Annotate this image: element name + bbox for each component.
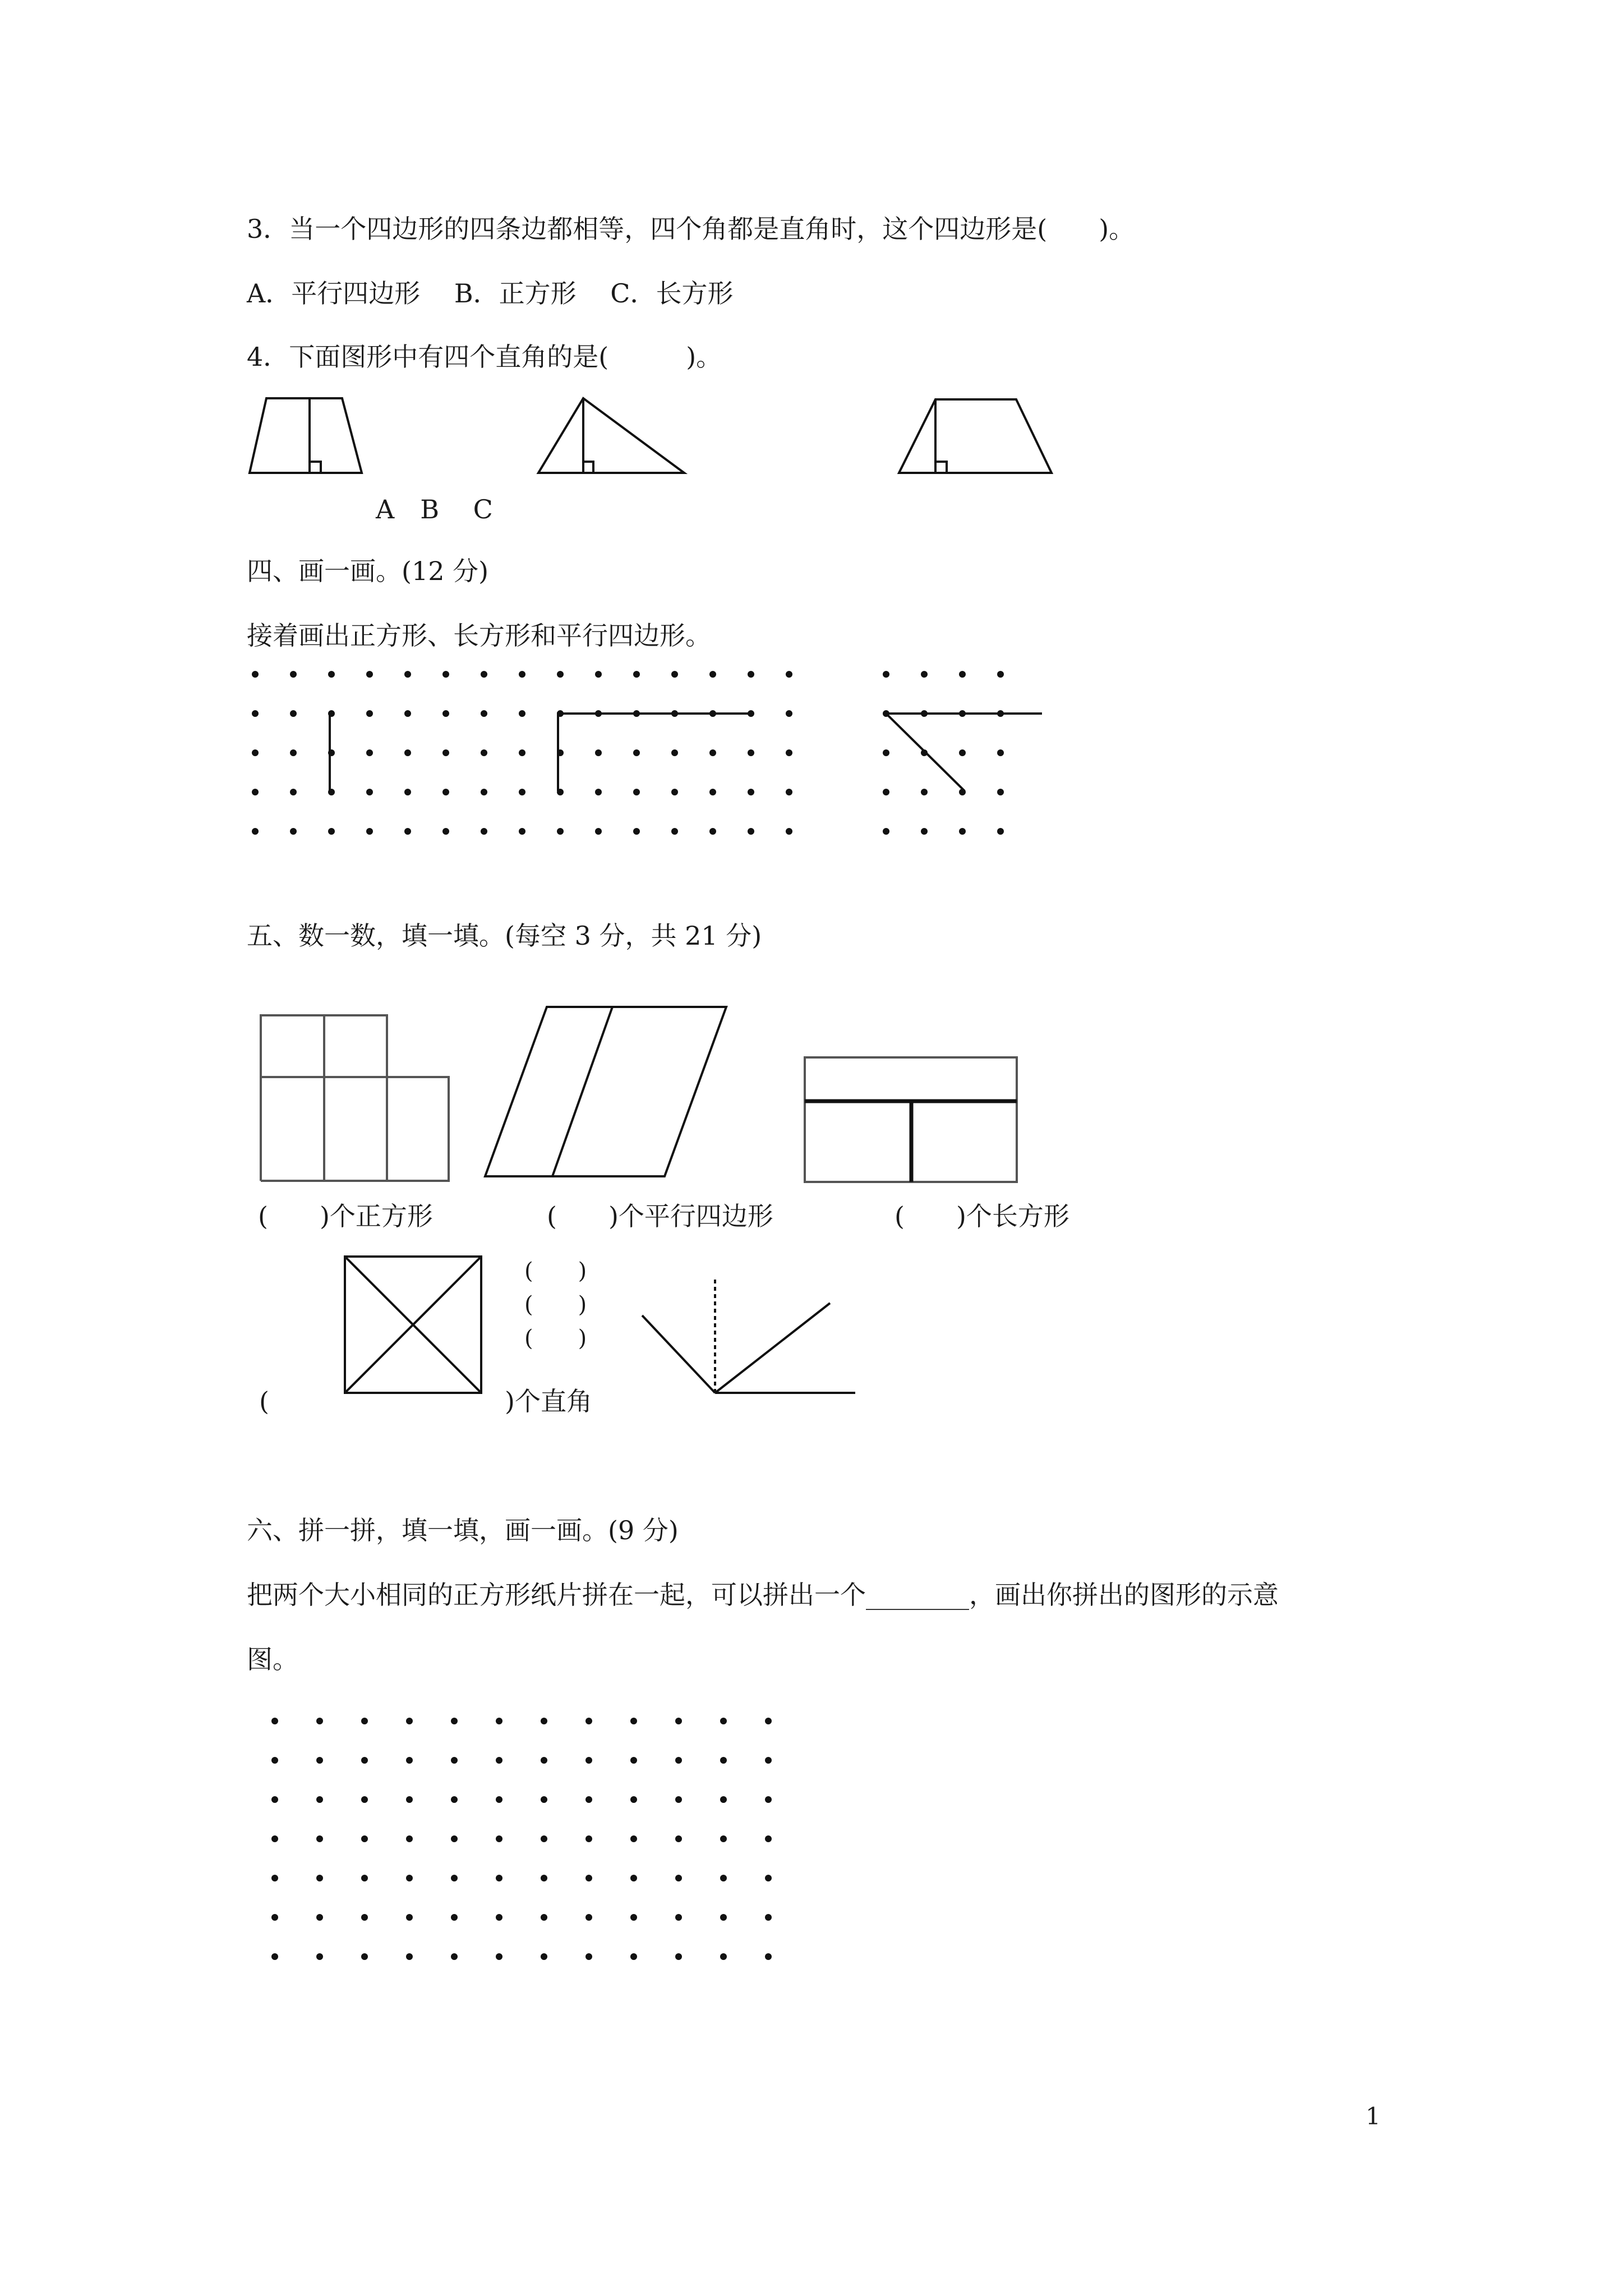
grid-dot: [271, 1796, 278, 1803]
square-diagonals-figure: [345, 1257, 481, 1393]
grid-dot: [290, 749, 297, 756]
grid-dot: [675, 1875, 682, 1881]
dot-grids: [252, 671, 1004, 1960]
grid-dot: [720, 1875, 727, 1881]
grid-dot: [451, 1757, 458, 1764]
grid-dot: [630, 1953, 637, 1960]
grid-dot: [585, 1835, 592, 1842]
grid-dot: [519, 828, 525, 835]
q4-figure-b: [538, 398, 684, 473]
grid-dot: [451, 1953, 458, 1960]
grid-dot: [366, 789, 373, 795]
grid-dot: [630, 1796, 637, 1803]
grid-dot: [290, 710, 297, 717]
grid-dot: [959, 671, 966, 678]
grid-dot: [316, 1796, 323, 1803]
grid-dot: [442, 671, 449, 678]
grid-dot: [585, 1914, 592, 1921]
grid-dot: [406, 1914, 413, 1921]
grid-dot: [595, 671, 602, 678]
grid-dot: [496, 1718, 502, 1724]
grid-dot: [997, 789, 1004, 795]
grid-dot: [921, 749, 928, 756]
grid-dot: [630, 1835, 637, 1842]
grid-dot: [406, 1835, 413, 1842]
grid-dot: [404, 749, 411, 756]
grid-dot: [630, 1914, 637, 1921]
grid-dot: [709, 710, 716, 717]
grid-dot: [496, 1757, 502, 1764]
grid-dot: [921, 710, 928, 717]
grid-dot: [442, 828, 449, 835]
grid-dot: [557, 749, 564, 756]
grid-dot: [451, 1718, 458, 1724]
grid-dot: [366, 710, 373, 717]
grid-dot: [765, 1796, 772, 1803]
grid-dot: [271, 1953, 278, 1960]
grid-dot: [252, 671, 259, 678]
grid-dot: [748, 671, 754, 678]
q4-figure-c: [899, 399, 1052, 473]
dot-grid-section-6: [271, 1718, 772, 1960]
grid-dot: [959, 828, 966, 835]
blank-stack-2: ( ): [524, 1292, 587, 1318]
grid-dot: [290, 671, 297, 678]
grid-dot: [442, 789, 449, 795]
grid-dot: [748, 828, 754, 835]
grid-dot: [316, 1953, 323, 1960]
grid-dot: [675, 1796, 682, 1803]
angle-figure: [642, 1276, 855, 1393]
grid-dot: [361, 1875, 368, 1881]
grid-dot: [997, 828, 1004, 835]
grid-dot: [585, 1875, 592, 1881]
blank-squares: ( )个正方形: [258, 1201, 433, 1231]
grid-dot: [481, 710, 487, 717]
grid-dot: [481, 671, 487, 678]
grid-dot: [595, 828, 602, 835]
grid-dot: [271, 1914, 278, 1921]
blank-stack-1: ( ): [524, 1258, 587, 1284]
grid-dot: [765, 1875, 772, 1881]
blank-angles-open: (: [259, 1386, 269, 1416]
grid-dot: [765, 1835, 772, 1842]
q4-stem: 4．下面图形中有四个直角的是( )。: [247, 342, 722, 372]
grid-dot: [451, 1914, 458, 1921]
grid-dot: [630, 1718, 637, 1724]
grid-dot: [541, 1875, 547, 1881]
grid-dot: [328, 710, 335, 717]
dot-grid-section-4: [252, 671, 1004, 835]
grid-dot: [316, 1875, 323, 1881]
grid-dot: [404, 789, 411, 795]
grid-dot: [675, 1718, 682, 1724]
grid-dot: [765, 1914, 772, 1921]
grid-dot: [442, 749, 449, 756]
grid-dot: [557, 671, 564, 678]
grid-dot: [595, 789, 602, 795]
grid-dot: [316, 1914, 323, 1921]
grid-dot: [541, 1718, 547, 1724]
grid-dot: [541, 1757, 547, 1764]
grid-dot: [671, 710, 678, 717]
grid-dot: [316, 1718, 323, 1724]
grid-dot: [481, 828, 487, 835]
section-4-heading: 四、画一画。(12 分): [247, 556, 489, 586]
grid-dot: [451, 1796, 458, 1803]
grid-dot: [997, 749, 1004, 756]
grid-dot: [541, 1835, 547, 1842]
grid-dot: [671, 671, 678, 678]
grid-dot: [481, 789, 487, 795]
grid-dot: [675, 1914, 682, 1921]
section-6-line-1: 把两个大小相同的正方形纸片拼在一起，可以拼出一个________，画出你拼出的图形的示意: [247, 1580, 1279, 1610]
grid-dot: [541, 1953, 547, 1960]
grid-dot: [404, 671, 411, 678]
grid-dot: [633, 671, 640, 678]
grid-dot: [630, 1875, 637, 1881]
grid-dot: [442, 710, 449, 717]
grid-dot: [406, 1875, 413, 1881]
grid-dot: [252, 789, 259, 795]
grid-dot: [271, 1835, 278, 1842]
grid-dot: [921, 828, 928, 835]
grid-dot: [748, 789, 754, 795]
q3-options: A．平行四边形 B．正方形 C．长方形: [247, 278, 734, 309]
grid-dot: [496, 1835, 502, 1842]
grid-dot: [366, 828, 373, 835]
grid-dot: [328, 749, 335, 756]
grid-dot: [271, 1875, 278, 1881]
started-rectangle-lines: [558, 714, 749, 791]
blank-parallelograms: ( )个平行四边形: [547, 1201, 773, 1231]
grid-dot: [361, 1796, 368, 1803]
grid-dot: [541, 1914, 547, 1921]
section-6-line-2: 图。: [247, 1644, 298, 1674]
grid-dot: [496, 1953, 502, 1960]
grid-dot: [451, 1875, 458, 1881]
grid-dot: [406, 1718, 413, 1724]
grid-dot: [720, 1796, 727, 1803]
grid-dot: [720, 1718, 727, 1724]
grid-dot: [671, 828, 678, 835]
grid-dot: [252, 828, 259, 835]
grid-dot: [252, 749, 259, 756]
grid-dot: [595, 749, 602, 756]
grid-dot: [290, 789, 297, 795]
grid-dot: [959, 749, 966, 756]
grid-dot: [519, 749, 525, 756]
grid-dot: [675, 1757, 682, 1764]
grid-dot: [366, 671, 373, 678]
grid-dot: [316, 1757, 323, 1764]
grid-dot: [361, 1914, 368, 1921]
grid-dot: [328, 789, 335, 795]
grid-dot: [709, 749, 716, 756]
grid-dot: [361, 1835, 368, 1842]
blank-rectangles: ( )个长方形: [895, 1201, 1069, 1231]
grid-dot: [406, 1757, 413, 1764]
rectangle-figure: [805, 1057, 1017, 1182]
grid-dot: [496, 1875, 502, 1881]
grid-dot: [252, 710, 259, 717]
grid-dot: [496, 1796, 502, 1803]
grid-dot: [451, 1835, 458, 1842]
grid-dot: [366, 749, 373, 756]
grid-dot: [406, 1953, 413, 1960]
grid-dot: [557, 710, 564, 717]
blank-angles-close: )个直角: [505, 1386, 592, 1416]
section-5-heading: 五、数一数，填一填。(每空 3 分，共 21 分): [247, 921, 762, 951]
grid-dot: [786, 828, 792, 835]
grid-dot: [519, 789, 525, 795]
parallelogram-figure: [485, 1007, 726, 1176]
grid-dot: [675, 1835, 682, 1842]
grid-dot: [786, 710, 792, 717]
grid-dot: [585, 1718, 592, 1724]
grid-dot: [959, 789, 966, 795]
page-number: 1: [1366, 2102, 1381, 2130]
grid-dot: [519, 671, 525, 678]
square-grid-figure: [261, 1015, 449, 1181]
section-6-heading: 六、拼一拼，填一填，画一画。(9 分): [247, 1515, 679, 1545]
grid-dot: [585, 1953, 592, 1960]
grid-dot: [765, 1757, 772, 1764]
grid-dot: [541, 1796, 547, 1803]
grid-dot: [883, 828, 889, 835]
grid-dot: [290, 828, 297, 835]
grid-dot: [786, 749, 792, 756]
q4-option-labels: A B C: [376, 494, 493, 524]
grid-dot: [481, 749, 487, 756]
grid-dot: [633, 710, 640, 717]
grid-dot: [361, 1953, 368, 1960]
grid-dot: [328, 828, 335, 835]
grid-dot: [720, 1953, 727, 1960]
grid-dot: [496, 1914, 502, 1921]
grid-dot: [630, 1757, 637, 1764]
grid-dot: [720, 1914, 727, 1921]
grid-dot: [786, 789, 792, 795]
grid-dot: [557, 828, 564, 835]
grid-dot: [997, 710, 1004, 717]
grid-dot: [316, 1835, 323, 1842]
grid-dot: [883, 749, 889, 756]
grid-dot: [404, 710, 411, 717]
grid-dot: [959, 710, 966, 717]
grid-dot: [883, 671, 889, 678]
grid-dot: [671, 749, 678, 756]
grid-dot: [633, 789, 640, 795]
grid-dot: [271, 1757, 278, 1764]
grid-dot: [709, 828, 716, 835]
q3-stem: 3．当一个四边形的四条边都相等，四个角都是直角时，这个四边形是( )。: [247, 214, 1135, 244]
grid-dot: [361, 1718, 368, 1724]
grid-dot: [921, 671, 928, 678]
blank-stack-3: ( ): [524, 1326, 587, 1351]
grid-dot: [557, 789, 564, 795]
grid-dot: [748, 710, 754, 717]
grid-dot: [720, 1835, 727, 1842]
grid-dot: [406, 1796, 413, 1803]
grid-dot: [765, 1718, 772, 1724]
grid-dot: [997, 671, 1004, 678]
grid-dot: [709, 789, 716, 795]
grid-dot: [633, 828, 640, 835]
grid-dot: [786, 671, 792, 678]
grid-dot: [585, 1796, 592, 1803]
grid-dot: [271, 1718, 278, 1724]
grid-dot: [720, 1757, 727, 1764]
grid-dot: [883, 710, 889, 717]
grid-dot: [585, 1757, 592, 1764]
grid-dot: [709, 671, 716, 678]
grid-dot: [883, 789, 889, 795]
grid-dot: [404, 828, 411, 835]
grid-dot: [675, 1953, 682, 1960]
grid-dot: [328, 671, 335, 678]
grid-dot: [765, 1953, 772, 1960]
grid-dot: [519, 710, 525, 717]
grid-dot: [671, 789, 678, 795]
grid-dot: [921, 789, 928, 795]
grid-dot: [361, 1757, 368, 1764]
grid-dot: [748, 749, 754, 756]
grid-dot: [633, 749, 640, 756]
grid-dot: [595, 710, 602, 717]
q4-figure-a: [250, 398, 362, 473]
section-4-instruction: 接着画出正方形、长方形和平行四边形。: [247, 620, 711, 651]
